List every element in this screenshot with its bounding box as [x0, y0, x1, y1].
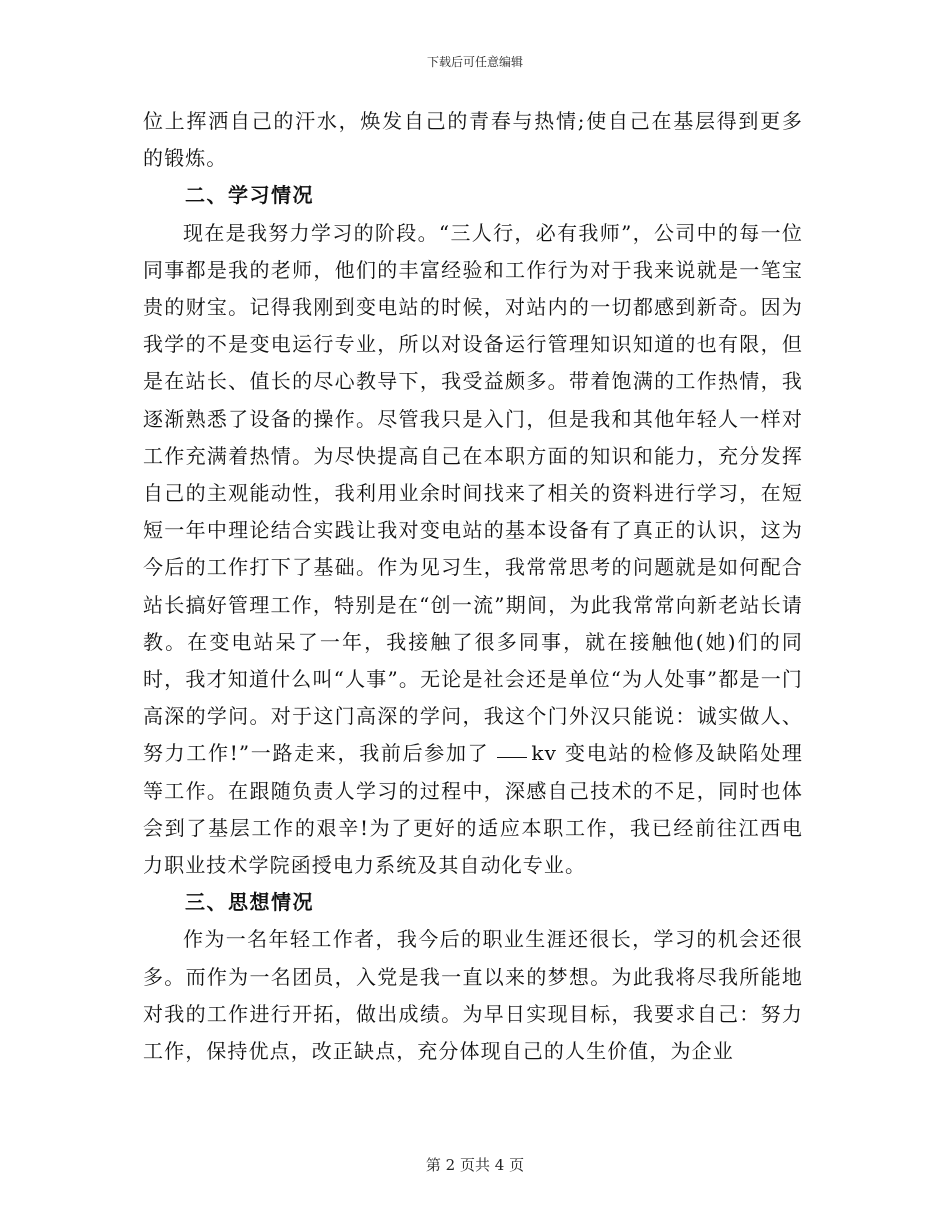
section-heading-study: 二、学习情况	[185, 183, 314, 208]
section-heading-thought: 三、思想情况	[185, 890, 314, 915]
continued-paragraph: 位上挥洒自己的汗水，焕发自己的青春与热情;使自己在基层得到更多的锻炼。	[143, 109, 803, 171]
page-number: 第 2 页共 4 页	[425, 1156, 525, 1174]
study-paragraph-text-part1: 现在是我努力学习的阶段。“三人行，必有我师”，公司中的每一位同事都是我的老师，他们的丰富经验和工作行为对于我来说就是一笔宝贵的财宝。记得我刚到变电站的时候，对站内的一切都感到新奇。因为我学的不是变电运行专业，所以对设备运行管理知识知道的也有限，但是在站长、值长的尽心教导下，我受益颇多。带着饱满的工作热情，我逐渐熟悉了设备的操作。尽管我只是入门，但是我和其他年轻人一样对工作充满着热情。为尽快提高自己在本职方面的知识和能力，充分发挥自己的主观能动性，我利用业余时间找来了相关的资料进行学习，在短短一年中理论结合实践让我对变电站的基本设备有了真正的认识，这为今后的工作打下了基础。作为见习生，我常常思考的问题就是如何配合站长搞好管理工作，特别是在“创一流”期间，为此我常常向新老站长请教。在变电站呆了一年，我接触了很多同事，就在接触他(她)们的同时，我才知道什么叫“人事”。无论是社会还是单位“为人处事”都是一门高深的学问。对于这门高深的学问，我这个门外汉只能说：诚实做人、努力工作!”一路走来，我前后参加了	[143, 220, 803, 766]
study-paragraph-text-part2: kv 变电站的检修及缺陷处理等工作。在跟随负责人学习的过程中，深感自己技术的不足，同时也体会到了基层工作的艰辛!为了更好的适应本职工作，我已经前往江西电力职业技术学院函授电力系统及其自动化专业。	[143, 741, 803, 878]
fill-in-blank	[497, 756, 527, 758]
thought-paragraph: 作为一名年轻工作者，我今后的职业生涯还很长，学习的机会还很多。而作为一名团员，入党是我一直以来的梦想。为此我将尽我所能地对我的工作进行开拓，做出成绩。为早日实现目标，我要求自己：努力工作，保持优点，改正缺点，充分体现自己的人生价值，为企业	[143, 927, 803, 1064]
document-body	[143, 103, 803, 1070]
page-header-note: 下载后可任意编辑	[426, 55, 523, 69]
study-paragraph	[143, 215, 803, 885]
